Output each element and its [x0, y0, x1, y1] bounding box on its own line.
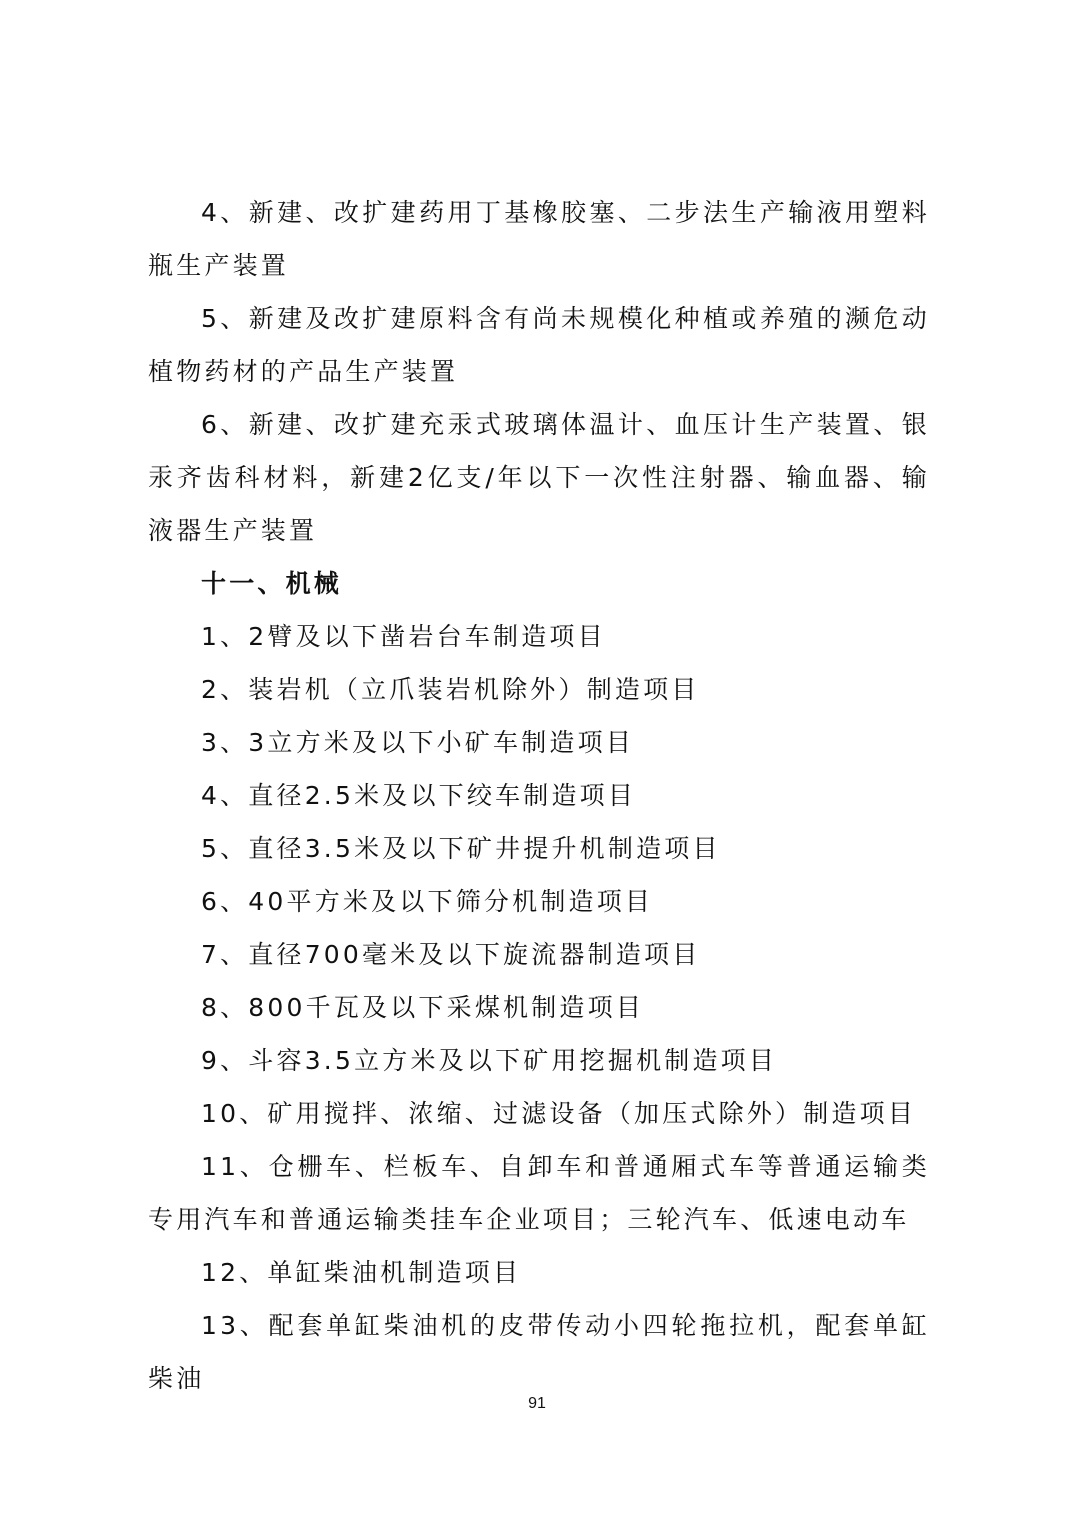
list-item: 8、800千瓦及以下采煤机制造项目 [201, 993, 645, 1022]
list-item: 5、新建及改扩建原料含有尚未规模化种植或养殖的濒危动植物药材的产品生产装置 [148, 304, 930, 386]
list-item: 4、新建、改扩建药用丁基橡胶塞、二步法生产输液用塑料瓶生产装置 [148, 198, 930, 280]
list-item: 6、40平方米及以下筛分机制造项目 [201, 887, 654, 916]
page-number: 91 [528, 1395, 546, 1412]
list-item: 13、配套单缸柴油机的皮带传动小四轮拖拉机，配套单缸柴油 [148, 1311, 930, 1393]
list-item: 2、装岩机（立爪装岩机除外）制造项目 [201, 675, 700, 704]
list-item: 7、直径700毫米及以下旋流器制造项目 [201, 940, 701, 969]
list-item: 1、2臂及以下凿岩台车制造项目 [201, 622, 606, 651]
list-item: 12、单缸柴油机制造项目 [201, 1258, 522, 1287]
list-item: 3、3立方米及以下小矿车制造项目 [201, 728, 635, 757]
list-item: 6、新建、改扩建充汞式玻璃体温计、血压计生产装置、银汞齐齿科材料，新建2亿支/年以下一次性注射器、输血器、输液器生产装置 [148, 410, 930, 545]
list-item: 11、仓栅车、栏板车、自卸车和普通厢式车等普通运输类专用汽车和普通运输类挂车企业项目；三轮汽车、低速电动车 [148, 1152, 930, 1234]
list-item: 9、斗容3.5立方米及以下矿用挖掘机制造项目 [201, 1046, 778, 1075]
list-item: 5、直径3.5米及以下矿井提升机制造项目 [201, 834, 721, 863]
list-item: 10、矿用搅拌、浓缩、过滤设备（加压式除外）制造项目 [201, 1099, 917, 1128]
section-heading: 十一、机械 [201, 569, 343, 598]
list-item: 4、直径2.5米及以下绞车制造项目 [201, 781, 637, 810]
document-body [148, 186, 930, 1405]
